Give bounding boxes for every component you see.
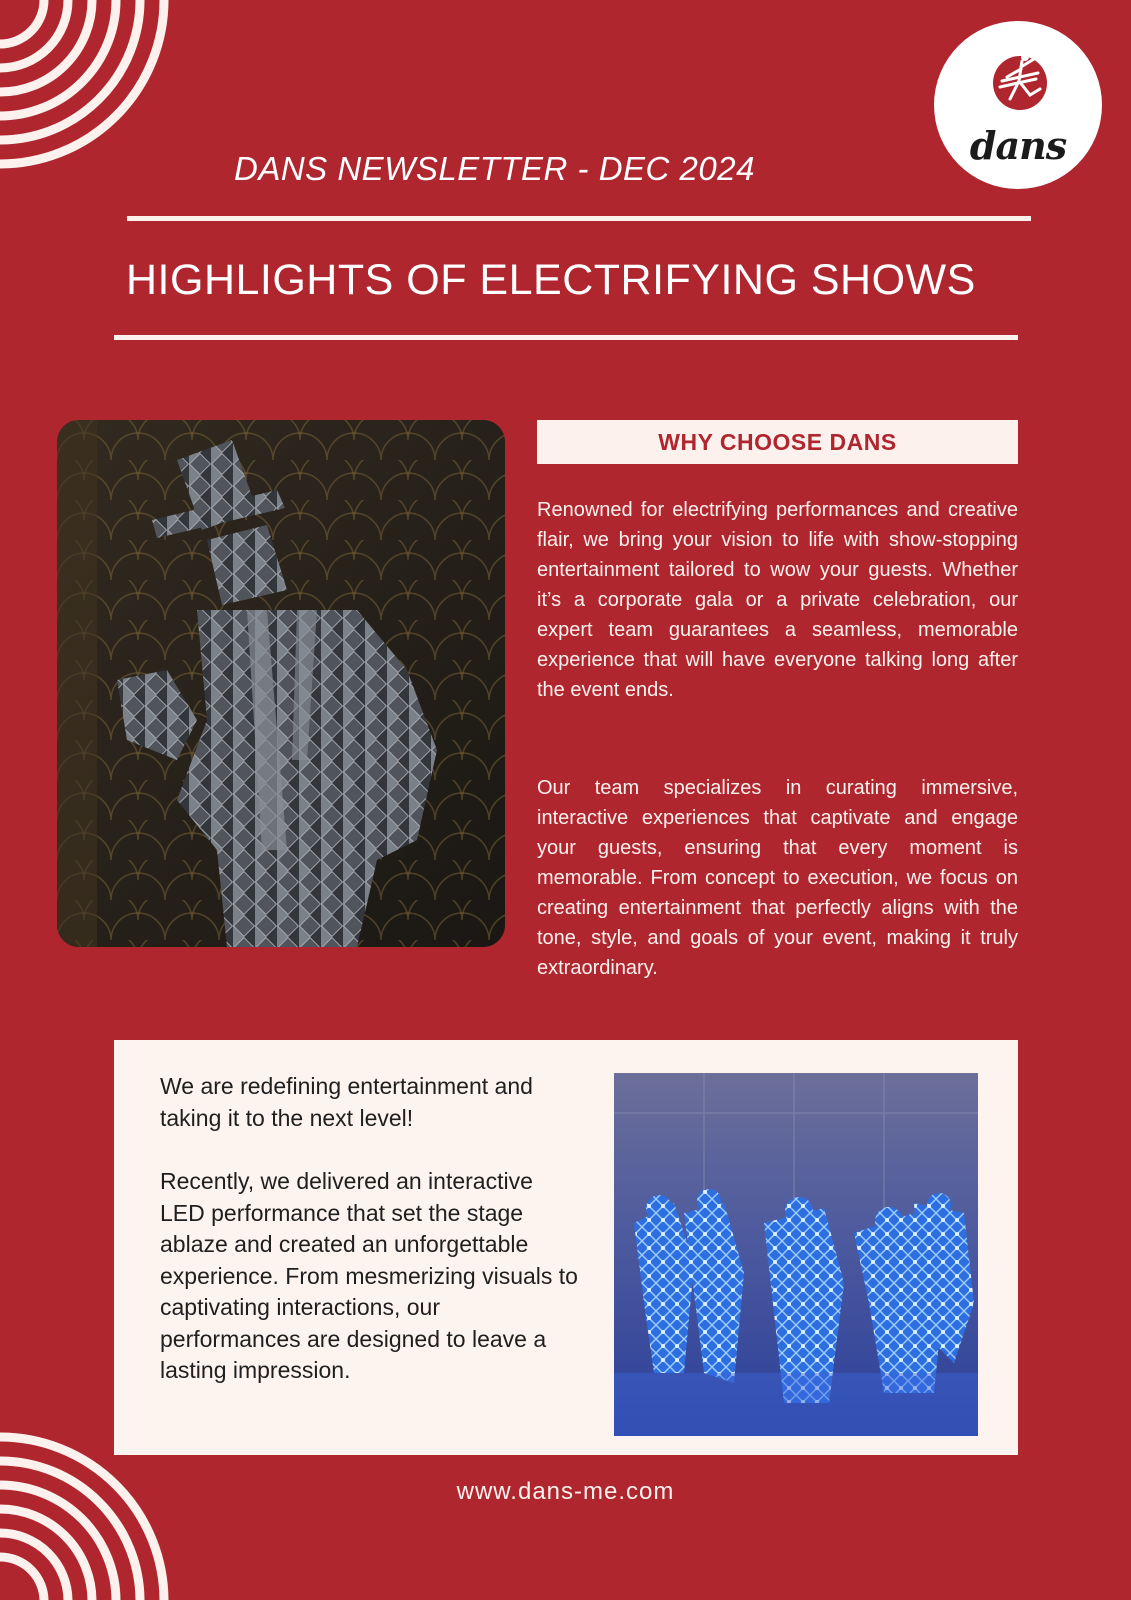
newsletter-title: DANS NEWSLETTER - DEC 2024 [234,150,755,187]
decorative-arcs-top [0,0,185,225]
led-performance-photo [614,1073,978,1436]
why-paragraph-2: Our team specializes in curating immersive, interactive experiences that captivate and engage your guests, ensuring that every moment is memorable. From concept to execution, we focus on creating entertainment that perfectly aligns with the tone, style, and goals of your event, making it truly extraordinary. [537,777,1018,979]
divider-bottom [114,335,1018,340]
divider-top [127,216,1031,221]
panel-intro: We are redefining entertainment and taking it to the next level! [160,1073,533,1131]
why-paragraph-1: Renowned for electrifying performances and creative flair, we bring your vision to life with show-stopping entertainment tailored to wow your guests. Whether it’s a corporate gala or a private celebration, our expert team guarantees a seamless, memorable experience that will have everyone talking long after the event ends. [537,499,1018,701]
logo-wordmark: dans [969,123,1067,168]
website-link[interactable]: www.dans-me.com [456,1478,675,1505]
dans-logo [934,21,1102,189]
page-headline: HIGHLIGHTS OF ELECTRIFYING SHOWS [126,256,976,304]
dancer-icon [992,51,1048,117]
why-choose-heading: WHY CHOOSE DANS [537,420,1018,464]
mirror-performer-photo [57,420,505,947]
panel-body: Recently, we delivered an interactive LED performance that set the stage ablaze and created an unforgettable experience. From mesmerizing visuals to captivating interactions, our performances are designed to leave a lasting impression. [160,1168,578,1383]
